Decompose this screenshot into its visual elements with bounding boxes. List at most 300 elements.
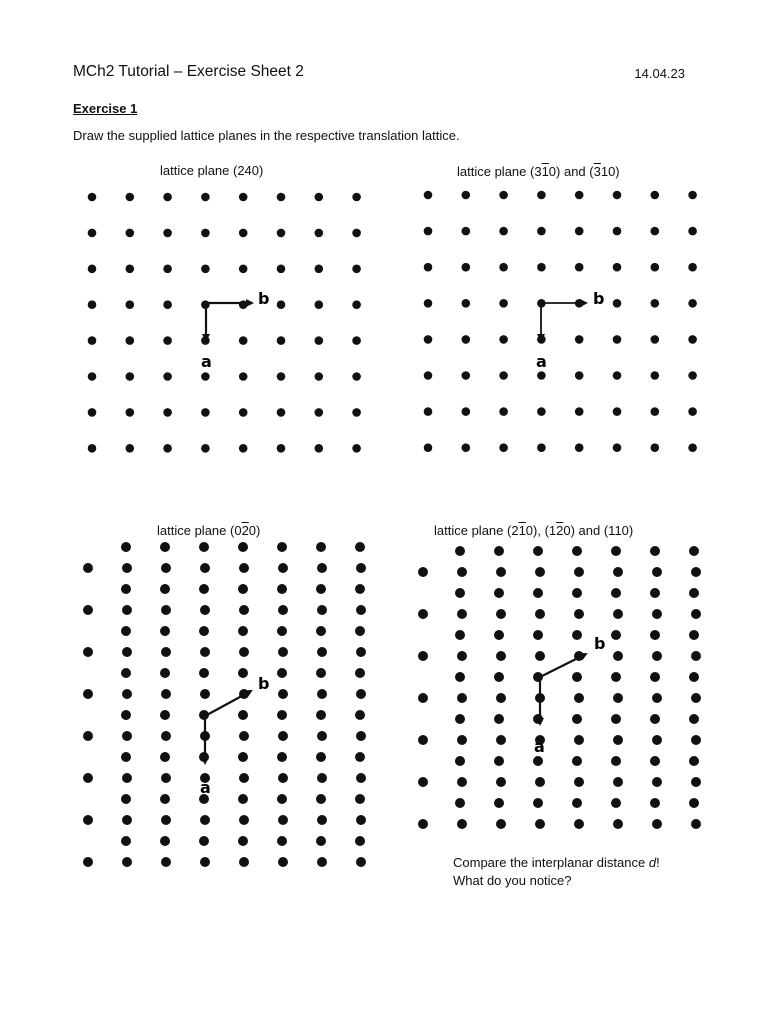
lattice-point [160, 836, 170, 846]
lattice-point [316, 668, 326, 678]
lattice-point [499, 335, 508, 344]
lattice-point [238, 836, 248, 846]
lattice-point [688, 263, 697, 272]
lattice-point [494, 546, 504, 556]
lattice-point [424, 443, 433, 452]
lattice-point [277, 193, 286, 202]
lattice-point [418, 693, 428, 703]
lattice-point [613, 443, 622, 452]
panel-2-label-prefix: lattice plane ( [457, 164, 535, 179]
lattice-point [499, 227, 508, 236]
lattice-point [88, 229, 97, 238]
lattice-point [535, 777, 545, 787]
lattice-point [457, 651, 467, 661]
lattice-point [239, 229, 248, 238]
lattice-point [611, 756, 621, 766]
lattice-point [689, 546, 699, 556]
panel-2-index-k-bar: 1 [541, 164, 549, 179]
lattice-point [88, 336, 97, 345]
lattice-point [688, 407, 697, 416]
lattice-point [611, 672, 621, 682]
question-text [453, 854, 660, 890]
lattice-point [499, 443, 508, 452]
lattice-point [238, 752, 248, 762]
lattice-point [613, 407, 622, 416]
lattice-point [160, 710, 170, 720]
lattice-point [317, 773, 327, 783]
lattice-point [160, 584, 170, 594]
lattice-point [611, 798, 621, 808]
lattice-point [277, 300, 286, 309]
lattice-point [575, 191, 584, 200]
lattice-point [161, 689, 171, 699]
lattice-point [651, 299, 660, 308]
lattice-point [457, 735, 467, 745]
lattice-point [355, 752, 365, 762]
lattice-point [122, 857, 132, 867]
lattice-point [88, 372, 97, 381]
lattice-point [418, 735, 428, 745]
lattice-point [239, 300, 248, 309]
lattice-point [496, 819, 506, 829]
lattice-point [691, 651, 701, 661]
lattice-point [613, 371, 622, 380]
lattice-point [613, 609, 623, 619]
lattice-point [200, 857, 210, 867]
lattice-point [496, 693, 506, 703]
lattice-point [613, 227, 622, 236]
lattice-point [277, 626, 287, 636]
lattice-point [424, 263, 433, 272]
panel-3-basis-vectors [200, 674, 269, 797]
lattice-point [352, 372, 361, 381]
lattice-point [122, 773, 132, 783]
lattice-point [161, 605, 171, 615]
lattice-point [575, 263, 584, 272]
panel-2-index-h: 3 [534, 164, 542, 179]
lattice-point [356, 773, 366, 783]
panel-2-label-mid: 0) and ( [548, 164, 594, 179]
lattice-point [316, 626, 326, 636]
lattice-point [356, 815, 366, 825]
lattice-point [455, 798, 465, 808]
lattice-point [278, 563, 288, 573]
panel-2-label-a: a [536, 352, 547, 371]
lattice-point [496, 777, 506, 787]
lattice-point [575, 443, 584, 452]
lattice-point [611, 546, 621, 556]
lattice-point [499, 191, 508, 200]
lattice-point [200, 647, 210, 657]
panel-1-basis-vectors [201, 289, 269, 371]
lattice-point [238, 542, 248, 552]
lattice-point [462, 299, 471, 308]
lattice-point [457, 777, 467, 787]
lattice-point [163, 229, 172, 238]
lattice-point [575, 371, 584, 380]
lattice-point [650, 756, 660, 766]
lattice-point [121, 794, 131, 804]
lattice-point [201, 229, 210, 238]
lattice-point [239, 372, 248, 381]
lattice-point [278, 773, 288, 783]
lattice-point [537, 227, 546, 236]
lattice-point [652, 651, 662, 661]
panel-4-label-prefix: lattice plane (2 [434, 523, 519, 538]
panel-3-label-end: 0) [248, 523, 261, 538]
lattice-point [455, 672, 465, 682]
lattice-point [650, 798, 660, 808]
lattice-point [352, 229, 361, 238]
lattice-point [613, 567, 623, 577]
lattice-point [424, 407, 433, 416]
lattice-point [161, 815, 171, 825]
lattice-point [122, 815, 132, 825]
lattice-point [88, 193, 97, 202]
lattice-point [88, 408, 97, 417]
exercise-instruction: Draw the supplied lattice planes in the respective translation lattice. [73, 128, 460, 143]
lattice-point [613, 819, 623, 829]
lattice-point [83, 689, 93, 699]
lattice-point [613, 191, 622, 200]
lattice-point [278, 815, 288, 825]
lattice-point [356, 857, 366, 867]
panel-2-label-b: b [593, 289, 605, 308]
lattice-point [88, 300, 97, 309]
lattice-point [163, 265, 172, 274]
lattice-point [199, 626, 209, 636]
lattice-point [688, 191, 697, 200]
panel-3-label-b: b [258, 674, 270, 693]
lattice-point [239, 731, 249, 741]
lattice-point [689, 630, 699, 640]
lattice-point [533, 630, 543, 640]
lattice-point [650, 546, 660, 556]
lattice-point [199, 584, 209, 594]
panel-2-index-h2-bar: 3 [593, 164, 601, 179]
lattice-point [315, 265, 324, 274]
lattice-point [462, 443, 471, 452]
lattice-point [163, 408, 172, 417]
lattice-point [494, 756, 504, 766]
lattice-point [356, 731, 366, 741]
lattice-point [161, 857, 171, 867]
lattice-point [424, 227, 433, 236]
lattice-point [652, 735, 662, 745]
lattice-point [88, 265, 97, 274]
lattice-point [239, 408, 248, 417]
lattice-point [455, 630, 465, 640]
panel-4-label-b: b [594, 634, 606, 653]
panel-1-label-a: a [201, 352, 212, 371]
panel-4-index-k2-bar: 2 [556, 523, 564, 538]
lattice-point [455, 714, 465, 724]
lattice-point [315, 193, 324, 202]
lattice-point [457, 567, 467, 577]
lattice-point [650, 588, 660, 598]
lattice-point [499, 407, 508, 416]
lattice-point [689, 714, 699, 724]
lattice-point [160, 794, 170, 804]
lattice-point [691, 693, 701, 703]
lattice-point [315, 336, 324, 345]
lattice-point [613, 777, 623, 787]
lattice-point [121, 668, 131, 678]
lattice-point [83, 815, 93, 825]
lattice-point [689, 798, 699, 808]
lattice-point [496, 609, 506, 619]
lattice-point [457, 819, 467, 829]
lattice-point [238, 584, 248, 594]
lattice-point [161, 731, 171, 741]
lattice-point [418, 567, 428, 577]
lattice-point [455, 588, 465, 598]
lattice-point [201, 193, 210, 202]
lattice-point [121, 584, 131, 594]
lattice-point [572, 672, 582, 682]
lattice-point [499, 299, 508, 308]
panel-4-basis-vectors [534, 634, 605, 756]
lattice-point [575, 407, 584, 416]
lattice-point [494, 798, 504, 808]
lattice-point [126, 193, 135, 202]
lattice-point [317, 731, 327, 741]
lattice-point [651, 371, 660, 380]
lattice-point [535, 567, 545, 577]
lattice-point [160, 668, 170, 678]
panel-3-label-prefix: lattice plane (0 [157, 523, 242, 538]
lattice-point [163, 193, 172, 202]
lattice-point [356, 563, 366, 573]
lattice-point [651, 335, 660, 344]
lattice-point [650, 714, 660, 724]
lattice-point [163, 300, 172, 309]
lattice-point [496, 567, 506, 577]
lattice-point [316, 836, 326, 846]
lattice-point [315, 229, 324, 238]
lattice-point [126, 336, 135, 345]
lattice-point [494, 630, 504, 640]
lattice-point [352, 444, 361, 453]
lattice-point [455, 756, 465, 766]
lattice-point [356, 689, 366, 699]
lattice-point [494, 672, 504, 682]
lattice-point [277, 668, 287, 678]
lattice-point [613, 263, 622, 272]
lattice-point [688, 227, 697, 236]
lattice-point [238, 626, 248, 636]
lattice-point [122, 563, 132, 573]
lattice-point [462, 407, 471, 416]
lattice-point [122, 605, 132, 615]
lattice-point [537, 371, 546, 380]
lattice-point [83, 647, 93, 657]
lattice-point [575, 227, 584, 236]
lattice-point [352, 408, 361, 417]
lattice-point [161, 773, 171, 783]
lattice-point [462, 227, 471, 236]
lattice-point [418, 651, 428, 661]
lattice-point [611, 588, 621, 598]
panel-1-label-text: lattice plane (240) [160, 163, 264, 178]
lattice-point [651, 191, 660, 200]
lattice-point [352, 265, 361, 274]
lattice-point [238, 794, 248, 804]
lattice-point [355, 542, 365, 552]
lattice-point [613, 299, 622, 308]
question-line-2: What do you notice? [453, 873, 572, 888]
lattice-point [126, 229, 135, 238]
lattice-point [199, 668, 209, 678]
lattice-point [457, 609, 467, 619]
lattice-point [126, 265, 135, 274]
lattice-point [537, 263, 546, 272]
lattice-point [315, 300, 324, 309]
lattice-point [424, 191, 433, 200]
lattice-point [572, 588, 582, 598]
lattice-point [277, 336, 286, 345]
lattice-point [496, 735, 506, 745]
lattice-point [200, 563, 210, 573]
lattice-point [160, 626, 170, 636]
lattice-point [239, 444, 248, 453]
exercise-heading: Exercise 1 [73, 101, 138, 116]
panel-2-basis-vectors [536, 289, 604, 371]
lattice-point [688, 299, 697, 308]
lattice-point [533, 546, 543, 556]
lattice-point [278, 689, 288, 699]
question-line-1: Compare the interplanar distance d! [453, 855, 660, 870]
lattice-point [122, 647, 132, 657]
lattice-point [160, 542, 170, 552]
lattice-point [689, 588, 699, 598]
lattice-point [160, 752, 170, 762]
lattice-point [199, 542, 209, 552]
lattice-point [83, 857, 93, 867]
lattice-point [499, 371, 508, 380]
lattice-point [277, 836, 287, 846]
lattice-point [121, 710, 131, 720]
panel-2-label-end: 10) [600, 164, 620, 179]
lattice-point [277, 372, 286, 381]
lattice-point [122, 731, 132, 741]
lattice-point [574, 693, 584, 703]
lattice-point [537, 407, 546, 416]
lattice-point [161, 647, 171, 657]
lattice-point [651, 263, 660, 272]
lattice-point [239, 336, 248, 345]
lattice-point [238, 710, 248, 720]
panel-4-label-a: a [534, 737, 545, 756]
lattice-point [316, 794, 326, 804]
lattice-point [650, 672, 660, 682]
lattice-point [575, 335, 584, 344]
lattice-point [651, 407, 660, 416]
lattice-point [201, 444, 210, 453]
panel-4-label-end: 0) and (110) [563, 523, 634, 538]
lattice-point [689, 672, 699, 682]
lattice-point [424, 371, 433, 380]
lattice-point [121, 836, 131, 846]
lattice-point [652, 609, 662, 619]
lattice-point [613, 651, 623, 661]
lattice-point [277, 710, 287, 720]
lattice-point [352, 193, 361, 202]
document-date: 14.04.23 [634, 66, 685, 81]
lattice-point [494, 588, 504, 598]
lattice-point [691, 735, 701, 745]
lattice-point [355, 584, 365, 594]
lattice-point [494, 714, 504, 724]
lattice-point [691, 609, 701, 619]
lattice-point [201, 265, 210, 274]
lattice-point [652, 777, 662, 787]
lattice-point [83, 773, 93, 783]
lattice-point [574, 819, 584, 829]
lattice-point [424, 335, 433, 344]
lattice-point [239, 773, 249, 783]
lattice-point [83, 731, 93, 741]
lattice-point [652, 567, 662, 577]
lattice-point [688, 335, 697, 344]
lattice-point [533, 714, 543, 724]
panel-4-index-k-bar: 1 [518, 523, 526, 538]
lattice-point [239, 563, 249, 573]
lattice-point [83, 605, 93, 615]
lattice-point [239, 857, 249, 867]
lattice-point [691, 567, 701, 577]
lattice-point [126, 300, 135, 309]
lattice-point [278, 647, 288, 657]
lattice-point [572, 798, 582, 808]
lattice-point [277, 229, 286, 238]
lattice-point [201, 372, 210, 381]
lattice-point [316, 752, 326, 762]
lattice-point [533, 756, 543, 766]
lattice-point [277, 444, 286, 453]
lattice-point [418, 777, 428, 787]
lattice-point [355, 836, 365, 846]
lattice-point [277, 752, 287, 762]
lattice-point [277, 265, 286, 274]
lattice-point [574, 777, 584, 787]
lattice-point [200, 689, 210, 699]
lattice-point [650, 630, 660, 640]
lattice-point [651, 227, 660, 236]
lattice-point [278, 857, 288, 867]
lattice-point [163, 444, 172, 453]
lattice-point [572, 546, 582, 556]
lattice-point [277, 408, 286, 417]
distance-variable: d [648, 855, 657, 870]
lattice-points-layer [83, 191, 701, 867]
lattice-point [535, 819, 545, 829]
lattice-point [691, 819, 701, 829]
lattice-point [161, 563, 171, 573]
lattice-point [355, 626, 365, 636]
lattice-point [535, 651, 545, 661]
lattice-point [122, 689, 132, 699]
lattice-point [163, 336, 172, 345]
lattice-point [121, 626, 131, 636]
lattice-point [652, 693, 662, 703]
lattice-point [239, 647, 249, 657]
lattice-point [574, 567, 584, 577]
lattice-point [613, 335, 622, 344]
lattice-point [355, 710, 365, 720]
lattice-point [352, 336, 361, 345]
lattice-point [688, 443, 697, 452]
